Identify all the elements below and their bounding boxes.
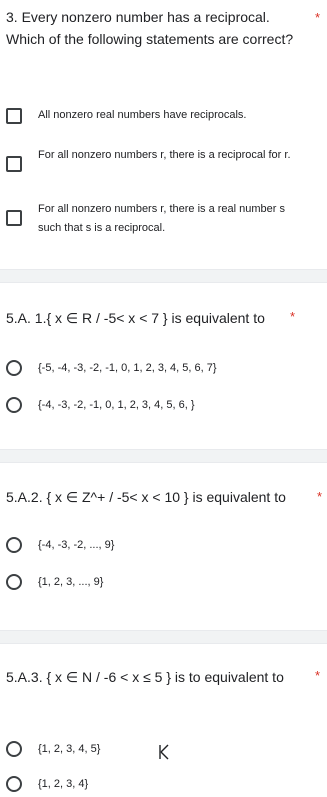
- required-asterisk: *: [290, 309, 296, 324]
- radio-option[interactable]: [6, 397, 326, 417]
- checkbox-option[interactable]: [6, 106, 326, 126]
- required-asterisk: *: [317, 489, 323, 504]
- option-label: {1, 2, 3, ..., 9}: [38, 576, 104, 588]
- option-label: All nonzero real numbers have reciprocals.: [38, 109, 247, 121]
- section-divider: [0, 269, 327, 283]
- question-3-title: 3. Every nonzero number has a reciprocal. Which of the following statements are correct?: [6, 9, 294, 47]
- checkbox-option[interactable]: [6, 200, 326, 240]
- radio-button[interactable]: [6, 741, 22, 757]
- option-label: {-4, -3, -2, -1, 0, 1, 2, 3, 4, 5, 6, }: [38, 399, 195, 411]
- required-asterisk: *: [315, 668, 321, 683]
- option-label: {-5, -4, -3, -2, -1, 0, 1, 2, 3, 4, 5, 6, 7}: [38, 362, 217, 374]
- radio-button[interactable]: [6, 360, 22, 376]
- radio-option[interactable]: [6, 776, 326, 796]
- checkbox[interactable]: [6, 210, 22, 226]
- option-label: For all nonzero numbers r, there is a real number s such that s is a reciprocal.: [38, 203, 286, 234]
- radio-button[interactable]: [6, 776, 22, 792]
- checkbox-option[interactable]: [6, 146, 326, 186]
- checkbox[interactable]: [6, 156, 22, 172]
- radio-button[interactable]: [6, 537, 22, 553]
- radio-button[interactable]: [6, 397, 22, 413]
- question-5a1-title: 5.A. 1.{ x ∈ R / -5< x < 7 } is equivalent to: [6, 310, 265, 326]
- question-5a3-title: 5.A.3. { x ∈ N / -6 < x ≤ 5 } is to equivalent to: [6, 669, 284, 685]
- option-label: For all nonzero numbers r, there is a reciprocal for r.: [38, 149, 291, 161]
- required-asterisk: *: [315, 10, 321, 25]
- section-divider: [0, 630, 327, 644]
- option-label: {-4, -3, -2, ..., 9}: [38, 539, 115, 551]
- section-divider: [0, 449, 327, 463]
- question-5a2-title: 5.A.2. { x ∈ Z^+ / -5< x < 10 } is equivalent to: [6, 489, 286, 505]
- radio-option[interactable]: [6, 537, 326, 557]
- radio-option[interactable]: [6, 574, 326, 594]
- radio-option[interactable]: [6, 360, 326, 380]
- text-cursor-icon: [158, 744, 170, 760]
- option-label: {1, 2, 3, 4, 5}: [38, 743, 101, 755]
- option-label: {1, 2, 3, 4}: [38, 778, 89, 790]
- checkbox[interactable]: [6, 108, 22, 124]
- radio-button[interactable]: [6, 574, 22, 590]
